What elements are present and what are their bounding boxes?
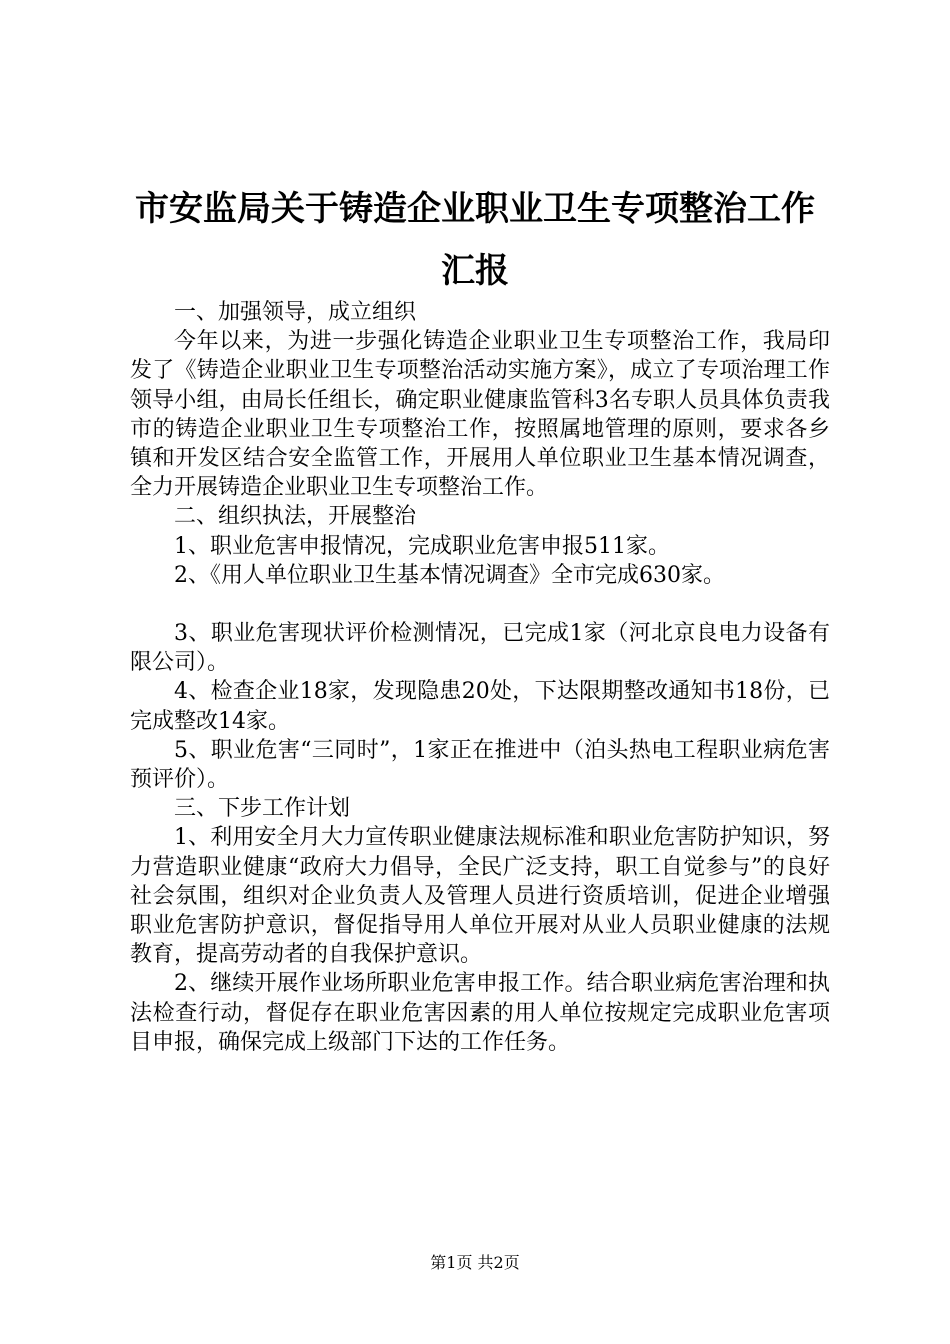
list-item: 2、继续开展作业场所职业危害申报工作。结合职业病危害治理和执法检查行动，督促存在职业危害因素的用人单位按规定完成职业危害项目申报，确保完成上级部门下达的工作任务。 [130, 971, 830, 1055]
list-item: 4、检查企业18家，发现隐患20处，下达限期整改通知书18份，已完成整改14家。 [130, 679, 830, 734]
section-heading-1: 一、加强领导，成立组织 [174, 300, 417, 325]
section-heading-2: 二、组织执法，开展整治 [174, 504, 417, 530]
document-title-line-2: 汇报 [441, 251, 509, 291]
list-item: 3、职业危害现状评价检测情况，已完成1家（河北京良电力设备有限公司）。 [130, 621, 830, 676]
page-footer: 第1页 共2页 [430, 1253, 520, 1272]
body-paragraph: 今年以来，为进一步强化铸造企业职业卫生专项整治工作，我局印发了《铸造企业职业卫生专项整治活动实施方案》，成立了专项治理工作领导小组，由局长任组长，确定职业健康监管科3名专职人员具体负责我市的铸造企业职业卫生专项整治工作，按照属地管理的原则，要求各乡镇和开发区结合安全监管工作，开展用人单位职业卫生基本情况调查，全力开展铸造企业职业卫生专项整治工作。 [130, 329, 830, 501]
section-heading-3: 三、下步工作计划 [174, 796, 351, 822]
list-item: 5、职业危害“三同时”，1家正在推进中（泊头热电工程职业病危害预评价）。 [130, 737, 830, 793]
list-item: 2、《用人单位职业卫生基本情况调查》全市完成630家。 [174, 562, 725, 588]
document-body [130, 298, 830, 1057]
list-item: 1、职业危害申报情况，完成职业危害申报511家。 [174, 533, 670, 559]
list-item: 1、利用安全月大力宣传职业健康法规标准和职业危害防护知识，努力营造职业健康“政府大力倡导，全民广泛支持，职工自觉参与”的良好社会氛围，组织对企业负责人及管理人员进行资质培训，促进企业增强职业危害防护意识，督促指导用人单位开展对从业人员职业健康的法规教育，提高劳动者的自我保护意识。 [130, 825, 830, 968]
document-title-line-1: 市安监局关于铸造企业职业卫生专项整治工作 [135, 189, 815, 229]
